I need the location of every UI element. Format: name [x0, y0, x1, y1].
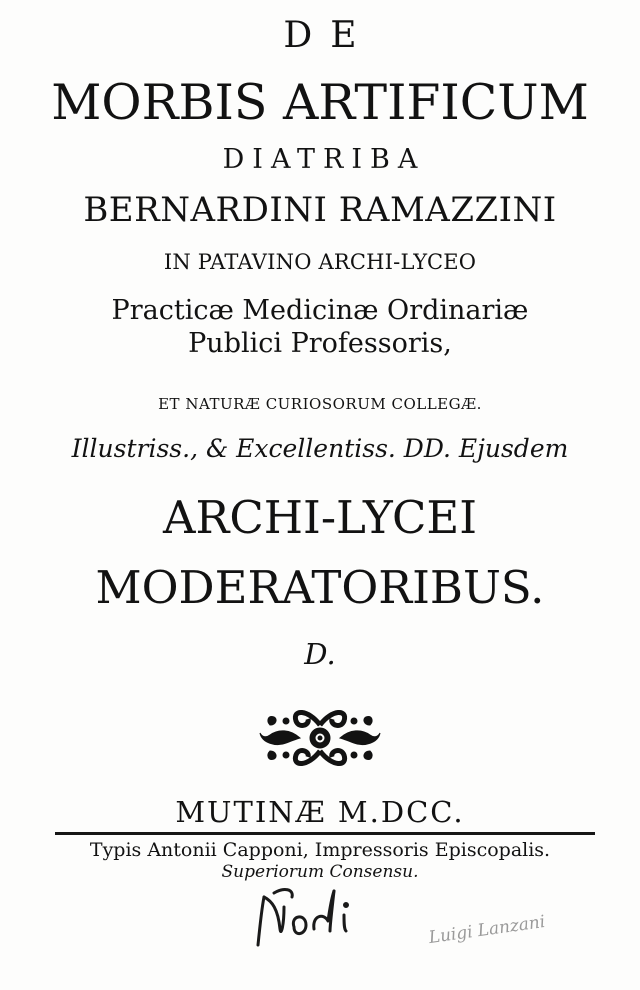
dedication-line: Illustriss., & Excellentiss. DD. Ejusdem [71, 434, 569, 463]
author-society: ET NATURÆ CURIOSORUM COLLEGÆ. [158, 395, 482, 413]
author-role-line-2: Publici Professoris, [188, 328, 452, 359]
title-word-de: DE [283, 15, 375, 56]
author-role-line-1: Practicæ Medicinæ Ordinariæ [111, 295, 529, 326]
imprint-rule [55, 832, 595, 835]
stamp-text: Luigi Lanzani [427, 911, 547, 949]
ownership-stamp [392, 900, 582, 960]
imprint-permission: Superiorum Consensu. [221, 862, 419, 882]
author-name: BERNARDINI RAMAZZINI [83, 190, 557, 230]
handwritten-signature-icon [250, 885, 370, 955]
dedication-archilycei: ARCHI-LYCEI [162, 491, 477, 544]
printers-ornament-icon [256, 703, 384, 769]
imprint-place-date: MUTINÆ M.DCC. [175, 795, 465, 829]
imprint-printer: Typis Antonii Capponi, Impressoris Episcopalis. [89, 839, 551, 861]
dedication-d: D. [304, 637, 336, 671]
dedication-moderatoribus: MODERATORIBUS. [95, 561, 545, 614]
subtitle-diatriba: DIATRIBA [222, 144, 426, 175]
author-affiliation: IN PATAVINO ARCHI-LYCEO [163, 250, 477, 274]
main-title: MORBIS ARTIFICUM [51, 74, 589, 131]
